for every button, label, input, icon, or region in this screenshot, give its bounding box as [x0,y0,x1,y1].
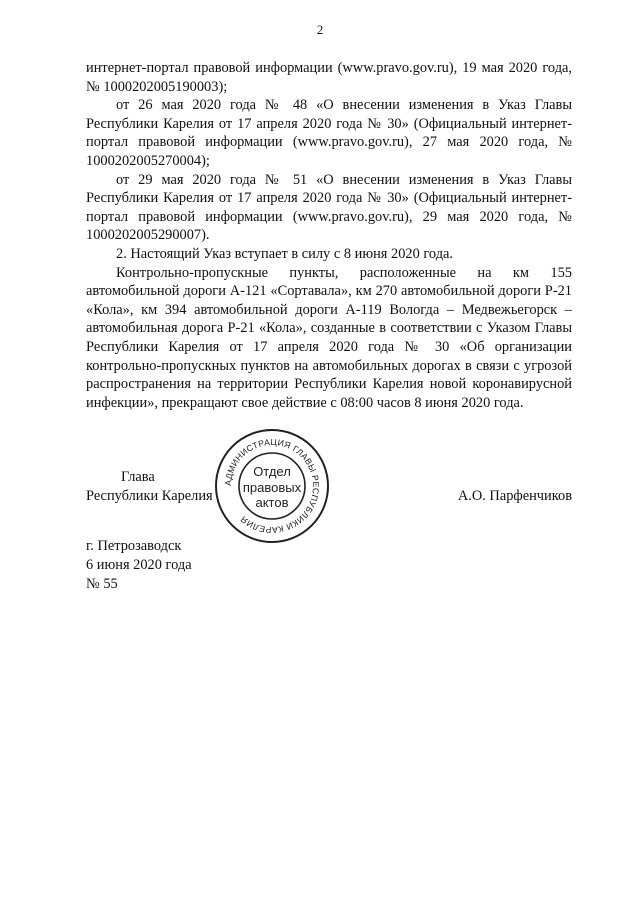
page-number: 2 [316,22,324,37]
signatory-name: А.О. Парфенчиков [457,488,572,504]
signatory-title-line2: Республики Карелия [86,488,213,504]
stamp-center-line3: актов [255,495,289,510]
decree-date: 6 июня 2020 года [86,557,192,573]
paragraph-effective-date: 2. Настоящий Указ вступает в силу с 8 июня 2020 года. [116,245,454,262]
place-and-date [86,537,192,594]
signatory-title-line1: Глава [121,469,155,485]
decree-number: № 55 [86,576,118,592]
signatory-title [86,468,213,506]
paragraph-amendment-48: от 26 мая 2020 года № 48 «О внесении изменения в Указ Главы Республики Карелия от 17 апреля 2020 года № 30» (Официальный интернет-портал правовой информации (www.pravo.gov.ru), 27 мая 2020 года, № 1000202005270004); [86,97,572,169]
paragraph-checkpoints: Контрольно-пропускные пункты, расположенные на км 155 автомобильной дороги А-121 «Сортавала», км 270 автомобильной дороги Р-21 «Кола», км 394 автомобильной дороги А-119 Вологда – Медвежьегорск – автомобильная дорога Р-21 «Кола», созданные в соответствии с Указом Главы Республики Карелия от 17 апреля 2020 года № 30 «Об организации контрольно-пропускных пунктов на автомобильных дорогах в связи с угрозой распространения на территории Республики Карелия новой коронавирусной инфекции», прекращают свое действие с 08:00 часов 8 июня 2020 года. [86,264,572,411]
paragraph-continuation: интернет-портал правовой информации (www.pravo.gov.ru), 19 мая 2020 года, № 1000202005190003); [86,60,572,95]
paragraph-amendment-51: от 29 мая 2020 года № 51 «О внесении изменения в Указ Главы Республики Карелия от 17 апреля 2020 года № 30» (Официальный интернет-портал правовой информации (www.pravo.gov.ru), 29 мая 2020 года, № 1000202005290007). [86,171,572,244]
stamp-center-line1: Отдел [253,464,291,479]
decree-body [86,59,572,412]
stamp-graphic [213,427,331,545]
official-stamp [213,427,331,545]
city: г. Петрозаводск [86,538,182,554]
stamp-ring-text: АДМИНИСТРАЦИЯ ГЛАВЫ РЕСПУБЛИКИ КАРЕЛИЯ [222,436,322,536]
stamp-center-line2: правовых [242,480,302,495]
